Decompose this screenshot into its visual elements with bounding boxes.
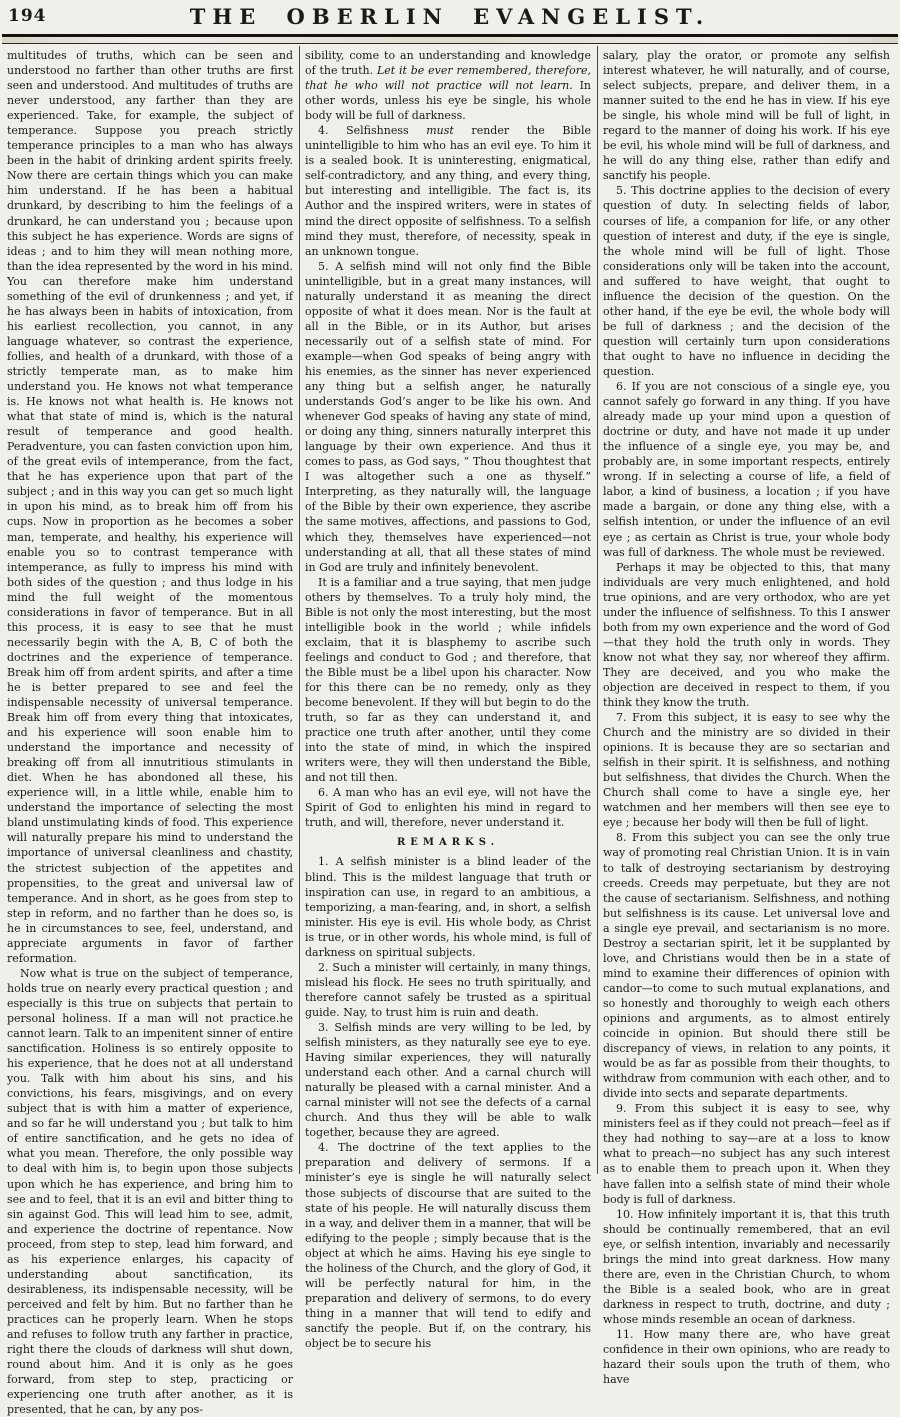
remarks-heading: REMARKS.: [396, 837, 500, 849]
text-column-3: [598, 46, 896, 1387]
paragraph: multitudes of truths, which can be seen and understood no farther than other truths are first seen and understood. And multitudes of truths are never understood, any farther than they are experienced. Take, for example, the subject of temperance. Suppose you preach strictly temperance principles to a man who has always been in the habit of drinking ardent spirits freely. Now there are certain things which you can make him understand. If he has been a habitual drunkard, by describing to him the feelings of a drunkard, he can understand you ; because upon this subject he has experience. Words are signs of ideas ; and to him they will mean nothing more, than the idea represented by the word in his mind. You can therefore make him understand something of the evil of drunkenness ; and yet, if he has always been in habits of intoxication, from his earliest recollection, you cannot, in any language whatever, so contrast the experience, follies, and health of a drunkard, with those of a strictly temperate man, as to make him understand you. He knows not what temperance is. He knows not what health is. He knows not what that state of mind is, which is the natural result of temperance and good health. Peradventure, you can fasten conviction upon him, of the great evils of intemperance, from the fact, that he has experience upon that part of the subject ; and in this way you can get so much light in upon his mind, as to break him off from his cups. Now in proportion as he becomes a sober man, temperate, and healthy, his experience will enable you so to contrast temperance with intemperance, as fully to impress his mind with both sides of the question ; and thus lodge in his mind the full weight of the momentous considerations in favor of temperance. But in all this process, it is easy to see that he must necessarily begin with the A, B, C of both the doctrines and the experience of temperance. Break him off from ardent spirits, and after a time he is better prepared to see and feel the indispensable necessity of universal temperance. Break him off from every thing that intoxicates, and his experience will soon enable him to understand the importance and necessity of breaking off from all innutritious stimulants in diet. When he has abondoned all these, his experience will, in a little while, enable him to understand the importance of selecting the most bland unstimulating kinds of food. This experience will naturally prepare his mind to understand the importance of universal cleanliness and chastity, the strictest subjection of the appetites and propensities, to the great and universal law of temperance. And in short, as he goes from step to step in reform, and no farther than he does so, is he in circumstances to see, feel, understand, and appreciate arguments in favor of farther reformation.: [7, 49, 293, 965]
paragraph: 6. A man who has an evil eye, will not have the Spirit of God to enlighten his mind in regard to truth, and will, therefore, never understand it.: [305, 786, 591, 830]
paragraph: 4. The doctrine of the text applies to the preparation and delivery of sermons. If a minister’s eye is single he will naturally select those subjects of discourse that are suited to the state of his people. He will naturally discuss them in a way, and deliver them in a manner, that will be edifying to the people ; simply because that is the object at which he aims. Having his eye single to the holiness of the Church, and the glory of God, it will be perfectly natural for him, in the preparation and delivery of sermons, to do every thing in a manner that will tend to edify and sanctify the people. But if, on the contrary, his object be to secure his: [305, 1141, 591, 1350]
paragraph: 10. How infinitely important it is, that this truth should be continually remembered, that an evil eye, or selfish intention, invariably and necessarily brings the mind into great darkness. How many there are, even in the Christian Church, to whom the Bible is a sealed book, who are in great darkness in respect to truth, doctrine, and duty ; whose minds resemble an ocean of darkness.: [603, 1207, 890, 1326]
paragraph: 11. How many there are, who have great confidence in their own opinions, who are ready to hazard their souls upon the truth of them, who have: [603, 1327, 890, 1387]
paragraph: sibility, come to an understanding and knowledge of the truth. Let it be ever remembered, therefore, that he who will not practice will not learn. In other words, unless his eye be single, his whole body will be full of darkness.: [305, 49, 592, 123]
masthead-rule: [2, 34, 898, 44]
paragraph: 5. A selfish mind will not only find the Bible unintelligible, but in a great many instances, will naturally understand it as meaning the direct opposite of what it does mean. Nor is the fault at all in the Bible, or in its Author, but arises necessarily out of a selfish state of mind. For example—when God speaks of being angry with his enemies, as the sinner has never experienced any thing but a selfish anger, he naturally understands God’s anger to be like his own. And whenever God speaks of having any state of mind, or doing any thing, sinners naturally interpret this language by their own experience. And thus it comes to pass, as God says, “ Thou thoughtest that I was altogether such a one as thyself.” Interpreting, as they naturally will, the language of the Bible by their own experience, they ascribe the same motives, affections, and passions to God, which they, themselves have experienced—not understanding at all, that all these states of mind in God are truly and infinitely benevolent.: [305, 259, 591, 574]
paragraph: 1. A selfish minister is a blind leader of the blind. This is the mildest language that truth or inspiration can use, in regard to an ambitious, a temporizing, a man-fearing, and, in short, a selfish minister. His eye is evil. His whole body, as Christ is true, or in other words, his whole mind, is full of darkness on spiritual subjects.: [305, 855, 591, 959]
page-number: 194: [8, 6, 47, 26]
paragraph: It is a familiar and a true saying, that men judge others by themselves. To a truly holy mind, the Bible is not only the most interesting, but the most intelligible book in the world ; while infidels exclaim, that it is blasphemy to ascribe such feelings and conduct to God ; and therefore, that the Bible must be a libel upon his character. Now for this there can be no remedy, only as they become benevolent. If they will but begin to do the truth, so far as they can understand it, and practice one truth after another, until they come into the state of mind, in which the inspired writers were, they will then understand the Bible, and not till then.: [305, 575, 591, 785]
paragraph: 6. If you are not conscious of a single eye, you cannot safely go forward in any thing. If you have already made up your mind upon a question of doctrine or duty, and have not made it up under the influence of a single eye, you may be, and probably are, in some important respects, entirely wrong. If in selecting a course of life, a field of labor, a kind of business, a location ; if you have made a bargain, or done any thing else, with a selfish intention, or under the influence of an evil eye ; as certain as Christ is true, your whole body was full of darkness. The whole must be reviewed.: [603, 380, 890, 559]
paragraph: Perhaps it may be objected to this, that many individuals are very much enlightened, and hold true opinions, and are very orthodox, who are yet under the influence of selfishness. To this I answer both from my own experience and the word of God—that they hold the truth only in words. They know not what they say, nor whereof they affirm. They are deceived, and you who make the objection are deceived in respect to them, if you think they know the truth.: [603, 560, 890, 710]
masthead: [0, 0, 900, 34]
text-column-2: [300, 46, 598, 1350]
paragraph: 3. Selfish minds are very willing to be led, by selfish ministers, as they naturally see eye to eye. Having similar experiences, they will naturally understand each other. And a carnal church will naturally be pleased with a carnal minister. And a carnal minister will not see the defects of a carnal church. And thus they will be able to walk together, because they are agreed.: [305, 1021, 591, 1140]
paper-title: THE OBERLIN EVANGELIST.: [189, 4, 711, 29]
text-column-1: [2, 46, 300, 1417]
paragraph: 9. From this subject it is easy to see, why ministers feel as if they could not preach—feel as if they had nothing to say—are at a loss to know what to preach—no subject has any such interest as to enable them to preach upon it. When they have fallen into a selfish state of mind their whole body is full of darkness.: [603, 1102, 890, 1206]
paragraph: 2. Such a minister will certainly, in many things, mislead his flock. He sees no truth spiritually, and therefore cannot safely be trusted as a spiritual guide. Nay, to trust him is ruin and death.: [305, 960, 591, 1019]
paragraph: 5. This doctrine applies to the decision of every question of duty. In selecting fields of labor, courses of life, a companion for life, or any other question of interest and duty, if the eye is single, the whole mind will be full of light. Those considerations only will be taken into the account, and suffered to have weight, that ought to influence the decision of the question. On the other hand, if the eye be evil, the whole body will be full of darkness ; and the decision of the question will certainly turn upon considerations that ought to have no influence in deciding the question.: [603, 184, 890, 378]
paragraph: 8. From this subject you can see the only true way of promoting real Christian Union. It is in vain to talk of destroying sectarianism by destroying creeds. Creeds may perpetuate, but they are not the cause of sectarianism. Selfishness, and nothing but selfishness is its cause. Let universal love and a single eye prevail, and sectarianism is no more. Destroy a sectarian spirit, let it be supplanted by love, and Christians would then be in a state of mind to examine their differences of opinion with candor—to come to such mutual explanations, and so honestly and thoroughly to weigh each others opinions and arguments, as to almost entirely coincide in opinion. But should there still be discrepancy of views, in relation to any points, it would be as far as possible from their thoughts, to withdraw from communion with each other, and to divide into sects and separate departments.: [603, 831, 890, 1101]
paragraph: 7. From this subject, it is easy to see why the Church and the ministry are so divided in their opinions. It is because they are so sectarian and selfish in their spirit. It is selfishness, and nothing but selfishness, that divides the Church. When the Church shall come to have a single eye, her watchmen and her members will then see eye to eye ; because her body will then be full of light.: [603, 711, 890, 830]
article-columns: [0, 46, 900, 1417]
paragraph: 4. Selfishness must render the Bible unintelligible to him who has an evil eye. To him it is a sealed book. It is uninteresting, enigmatical, self-contradictory, and any thing, and every thing, but interesting and intelligible. The fact is, its Author and the inspired writers, were in states of mind the direct opposite of selfishness. To a selfish mind they must, therefore, of necessity, speak in an unknown tongue.: [305, 124, 591, 258]
paragraph: salary, play the orator, or promote any selfish interest whatever, he will naturally, and of course, select subjects, prepare, and deliver them, in a manner suited to the end he has in view. If his eye be single, his whole mind will be full of light, in regard to the manner of doing his work. If his eye be evil, his whole mind will be full of darkness, and he will do any thing else, rather than edify and sanctify his people.: [603, 49, 890, 183]
paragraph: Now what is true on the subject of temperance, holds true on nearly every practical question ; and especially is this true on subjects that pertain to personal holiness. If a man will not practice.he cannot learn. Talk to an impenitent sinner of entire sanctification. Holiness is so entirely opposite to his experience, that he does not at all understand you. Talk with him about his sins, and his convictions, his fears, misgivings, and on every subject that is with him a matter of experience, and so far he will understand you ; but talk to him of entire sanctification, and he gets no idea of what you mean. Therefore, the only possible way to deal with him is, to begin upon those subjects upon which he has experience, and bring him to see and to feel, that it is an evil and bitter thing to sin against God. This will lead him to see, admit, and experience the doctrine of repentance. Now proceed, from step to step, lead him forward, and as his experience enlarges, his capacity of understanding about sanctification, its desirableness, its indispensable necessity, will be perceived and felt by him. But no farther than he practices can he properly learn. When he stops and refuses to follow truth any farther in practice, right there the clouds of darkness will shut down, round about him. And it is only as he goes forward, from step to step, practicing or experiencing one truth after another, as it is presented, that he can, by any pos-: [7, 966, 293, 1417]
